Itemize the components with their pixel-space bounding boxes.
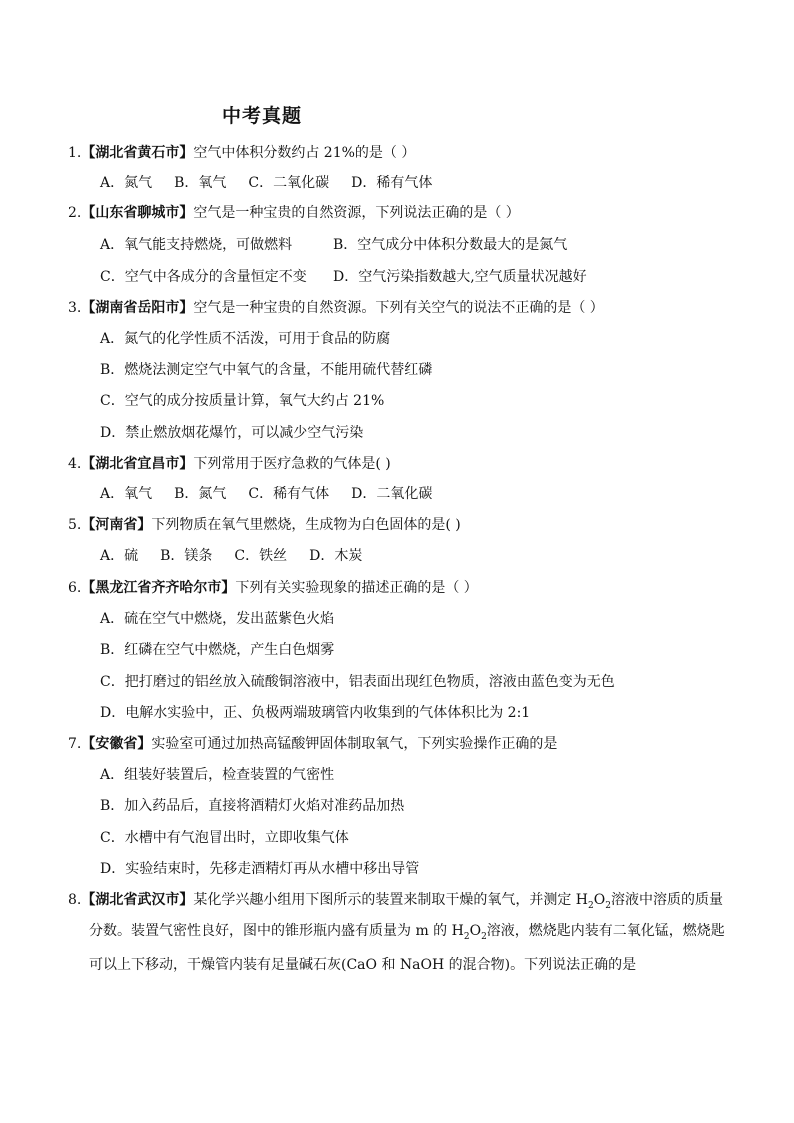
question-source: 【湖北省武汉市】 — [81, 892, 194, 908]
question-stem: 空气中体积分数约占 21%的是（ ） — [193, 145, 416, 161]
question-6 — [68, 578, 478, 598]
question-5-options — [100, 546, 362, 566]
option-c: C．铁丝 — [234, 548, 288, 564]
question-number: 6. — [68, 580, 82, 596]
question-stem: 实验室可通过加热高锰酸钾固体制取氧气，下列实验操作正确的是 — [151, 736, 558, 752]
question-stem-part: 溶液，燃烧匙内装有二氧化锰，燃烧匙 — [486, 923, 725, 939]
question-3 — [68, 298, 604, 318]
question-stem: 空气是一种宝贵的自然资源。下列有关空气的说法不正确的是（ ） — [193, 300, 604, 316]
question-7 — [68, 734, 557, 754]
question-source: 【湖南省岳阳市】 — [81, 300, 194, 316]
question-source: 【湖北省宜昌市】 — [81, 456, 194, 472]
question-number: 5. — [68, 517, 82, 533]
question-number: 3. — [68, 300, 82, 316]
option-d: D．木炭 — [309, 548, 363, 564]
question-stem-part: O — [593, 892, 606, 908]
question-4-options — [100, 484, 432, 504]
subscript: 2 — [463, 931, 470, 942]
question-8-line-2 — [89, 921, 725, 941]
option-d: D．电解水实验中，正、负极两端玻璃管内收集到的气体体积比为 2:1 — [100, 705, 531, 721]
question-number: 2. — [68, 205, 82, 221]
option-b: B．镁条 — [160, 548, 213, 564]
question-stem: 下列物质在氧气里燃烧，生成物为白色固体的是( ) — [151, 517, 461, 533]
option-c: C．水槽中有气泡冒出时，立即收集气体 — [100, 830, 349, 846]
question-1-options — [100, 173, 432, 193]
question-2 — [68, 203, 520, 223]
question-8-line-3: 可以上下移动，干燥管内装有足量碱石灰(CaO 和 NaOH 的混合物)。下列说法正确的是 — [89, 957, 637, 973]
question-stem-part: O — [469, 923, 482, 939]
question-source: 【安徽省】 — [81, 736, 152, 752]
subscript: 2 — [481, 931, 487, 942]
question-stem-part: 分数。装置气密性良好，图中的锥形瓶内盛有质量为 m 的 H — [89, 923, 464, 939]
question-source: 【山东省聊城市】 — [81, 205, 194, 221]
question-number: 7. — [68, 736, 82, 752]
option-c: C．把打磨过的铝丝放入硫酸铜溶液中，铝表面出现红色物质，溶液由蓝色变为无色 — [100, 674, 615, 690]
option-d: D．稀有气体 — [351, 175, 433, 191]
question-stem: 下列常用于医疗急救的气体是( ) — [193, 456, 391, 472]
question-8 — [68, 890, 723, 910]
option-a: A．氮气的化学性质不活泼，可用于食品的防腐 — [100, 331, 391, 347]
option-d: D．二氧化碳 — [351, 486, 433, 502]
option-a: A．组装好装置后，检查装置的气密性 — [100, 767, 335, 783]
question-1 — [68, 143, 415, 163]
option-d: D．实验结束时，先移走酒精灯再从水槽中移出导管 — [100, 861, 420, 877]
option-a: A．硫 — [100, 548, 139, 564]
question-stem: 空气是一种宝贵的自然资源，下列说法正确的是（ ） — [193, 205, 520, 221]
option-b: B．空气成分中体积分数最大的是氮气 — [333, 237, 568, 253]
question-source: 【湖北省黄石市】 — [81, 145, 194, 161]
question-4 — [68, 454, 391, 474]
option-a: A．硫在空气中燃烧，发出蓝紫色火焰 — [100, 611, 335, 627]
question-number: 8. — [68, 892, 82, 908]
question-5 — [68, 515, 461, 535]
question-stem: 下列有关实验现象的描述正确的是（ ） — [235, 580, 478, 596]
option-b: B．氮气 — [174, 486, 227, 502]
option-c: C．二氧化碳 — [248, 175, 330, 191]
option-b: B．燃烧法测定空气中氧气的含量，不能用硫代替红磷 — [100, 362, 433, 378]
option-b: B．加入药品后，直接将酒精灯火焰对准药品加热 — [100, 798, 405, 814]
question-stem-part: 溶液中溶质的质量 — [610, 892, 723, 908]
option-c: C．稀有气体 — [248, 486, 330, 502]
page-title: 中考真题 — [222, 105, 303, 127]
option-c: C．空气中各成分的含量恒定不变 — [100, 269, 307, 285]
option-a: A．氧气 — [100, 486, 153, 502]
subscript: 2 — [605, 900, 611, 911]
question-number: 1. — [68, 145, 82, 161]
option-d: D．禁止燃放烟花爆竹，可以减少空气污染 — [100, 425, 364, 441]
option-a: A．氧气能支持燃烧，可做燃料 — [100, 237, 293, 253]
question-source: 【黑龙江省齐齐哈尔市】 — [81, 580, 236, 596]
option-a: A．氮气 — [100, 175, 153, 191]
option-b: B．红磷在空气中燃烧，产生白色烟雾 — [100, 642, 335, 658]
option-d: D．空气污染指数越大,空气质量状况越好 — [333, 269, 587, 285]
option-c: C．空气的成分按质量计算，氧气大约占 21% — [100, 393, 385, 409]
subscript: 2 — [588, 900, 594, 911]
question-number: 4. — [68, 456, 82, 472]
question-source: 【河南省】 — [81, 517, 152, 533]
question-stem: 某化学兴趣小组用下图所示的装置来制取干燥的氧气，并测定 H — [193, 892, 589, 908]
option-b: B．氧气 — [174, 175, 227, 191]
